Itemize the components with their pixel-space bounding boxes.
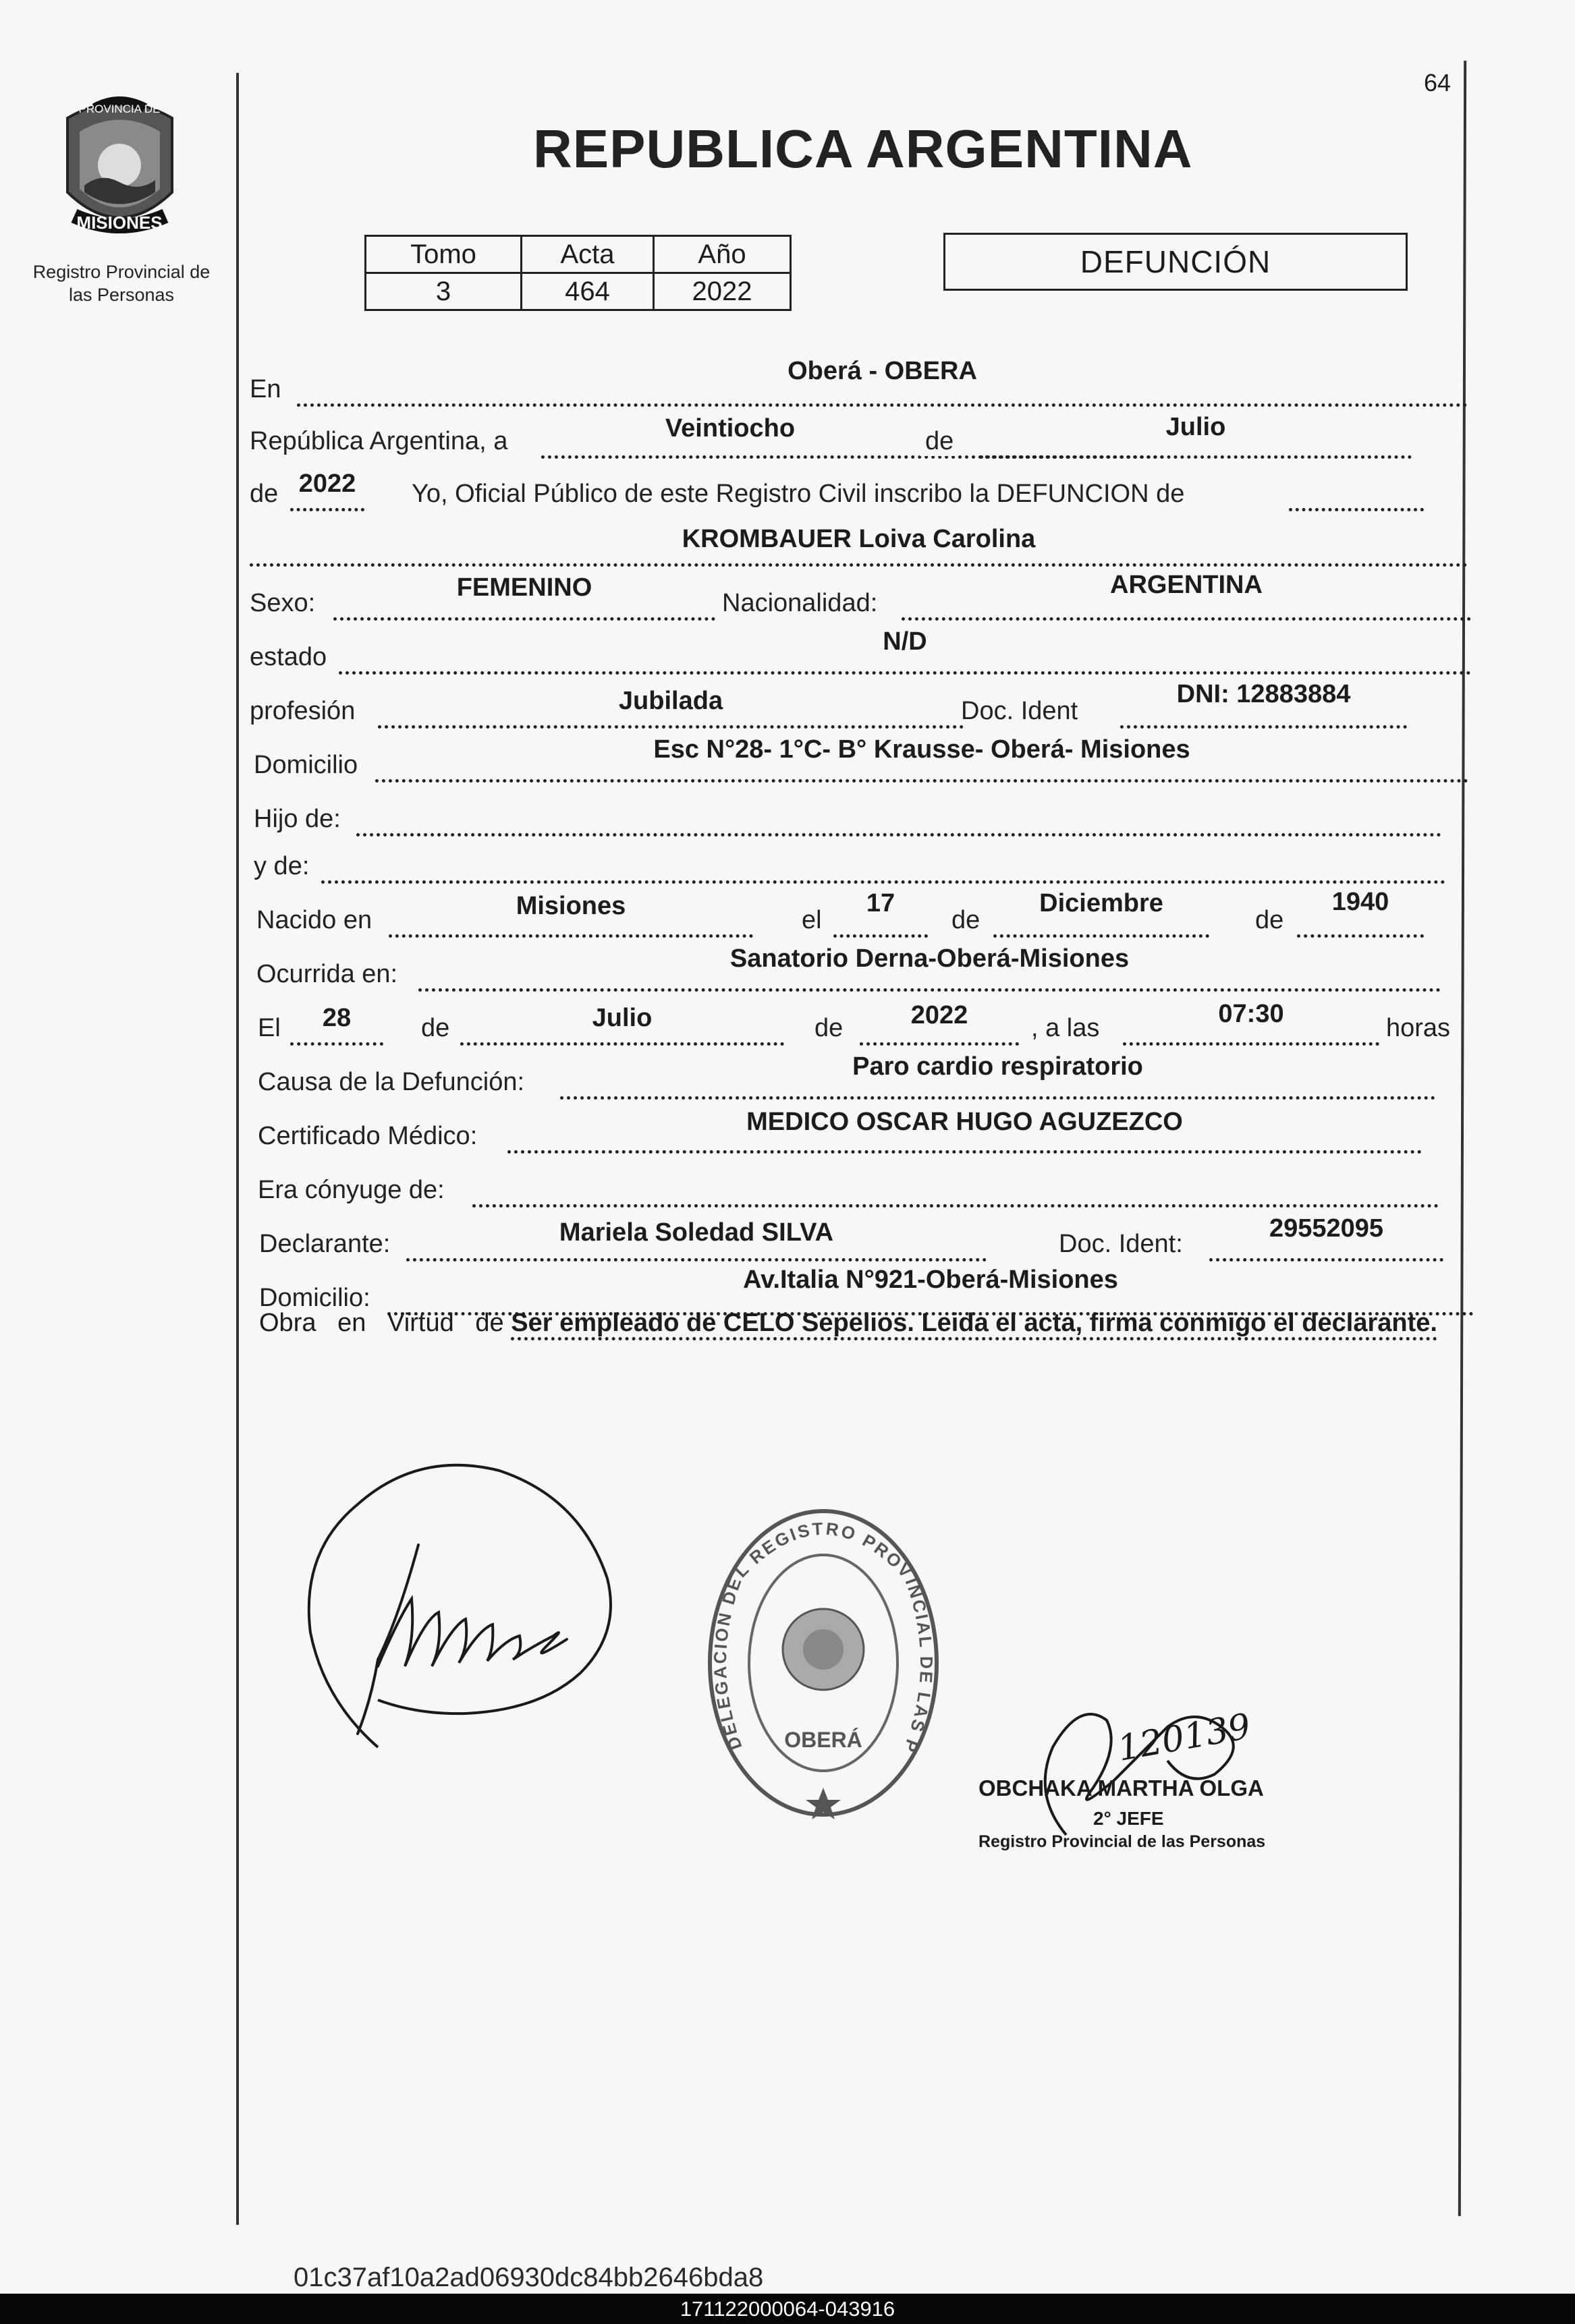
header-acta: Acta: [522, 236, 654, 273]
label-ocurrida-en: Ocurrida en:: [256, 960, 398, 988]
value-dni: DNI: 12883884: [1176, 680, 1351, 708]
document-hash: 01c37af10a2ad06930dc84bb2646bda8: [294, 2263, 764, 2292]
value-causa: Paro cardio respiratorio: [852, 1052, 1143, 1081]
label-republica: República Argentina, a: [250, 427, 508, 455]
label-horas: horas: [1386, 1014, 1451, 1042]
value-estado: N/D: [883, 627, 927, 656]
row-conyuge: [258, 1162, 1439, 1209]
left-margin-line: [236, 73, 239, 2225]
row-anio: [250, 465, 1468, 513]
field-estado: [339, 627, 1471, 675]
label-domicilio: Domicilio: [254, 751, 358, 779]
field-def-dia: [290, 998, 383, 1046]
row-ocurrida-en: [256, 946, 1441, 993]
field-hijo-de: [356, 789, 1441, 837]
row-hijo-de: [254, 791, 1441, 838]
row-nacimiento: [256, 888, 1424, 939]
field-nac-anio: [1297, 890, 1424, 938]
row-causa: [258, 1054, 1435, 1101]
officer-name: OBCHAKA MARTHA OLGA: [978, 1776, 1264, 1801]
value-profesion: Jubilada: [618, 687, 723, 715]
row-fecha-defuncion: [258, 1000, 1459, 1047]
svg-text:MISIONES: MISIONES: [76, 212, 163, 233]
label-a-las: , a las: [1031, 1014, 1100, 1042]
label-de-1: de: [920, 427, 959, 456]
label-profesion: profesión: [250, 697, 356, 725]
row-declarante: [259, 1216, 1443, 1263]
record-table-header-row: [366, 236, 791, 273]
field-declarante: [406, 1214, 987, 1262]
field-def-mes: [460, 998, 784, 1046]
field-mes: [980, 411, 1412, 459]
field-nombre: [250, 519, 1468, 567]
svg-text:PROVINCIA DE: PROVINCIA DE: [78, 103, 161, 115]
label-de-4: de: [1255, 906, 1284, 934]
value-def-anio: 2022: [910, 1001, 968, 1029]
field-dni: [1120, 681, 1407, 729]
issuer-line-1: Registro Provincial de: [32, 262, 211, 282]
value-hora: 07:30: [1218, 1000, 1284, 1028]
label-conyuge: Era cónyuge de:: [258, 1176, 445, 1204]
footer-code: 171122000064-043916: [0, 2294, 1575, 2324]
field-hora: [1123, 998, 1379, 1046]
row-localidad: [250, 357, 1468, 408]
label-declarante: Declarante:: [259, 1230, 391, 1258]
page-title: REPUBLICA ARGENTINA: [533, 119, 1193, 179]
svg-text:120139: 120139: [1114, 1706, 1254, 1769]
header-tomo: Tomo: [366, 236, 522, 273]
label-nacionalidad: Nacionalidad:: [722, 589, 878, 617]
record-table: [364, 235, 792, 311]
row-domicilio: [254, 737, 1468, 784]
value-localidad: Oberá - OBERA: [787, 357, 977, 385]
label-declarante-doc: Doc. Ident:: [1059, 1230, 1183, 1258]
label-el-cap: El: [258, 1014, 281, 1042]
value-nac-mes: Diciembre: [1039, 889, 1163, 917]
row-profesion: [250, 680, 1464, 730]
label-causa: Causa de la Defunción:: [258, 1068, 525, 1096]
officer-org: Registro Provincial de las Personas: [978, 1832, 1266, 1851]
field-nacido-en: [389, 890, 753, 938]
label-obra-de: de: [475, 1309, 504, 1337]
svg-text:DELEGACION DEL REGISTRO PROVIN: DELEGACION DEL REGISTRO PROVINCIAL DE LAS P: [709, 1518, 937, 1757]
label-certificado: Certificado Médico:: [258, 1122, 478, 1150]
field-nacionalidad: [902, 573, 1471, 621]
officer-role: 2° JEFE: [1093, 1808, 1164, 1829]
field-nac-mes: [993, 890, 1209, 938]
row-estado: [250, 629, 1471, 676]
field-declarante-doc: [1209, 1214, 1443, 1262]
field-defuncion-de: [1289, 463, 1424, 511]
value-sexo: FEMENINO: [456, 573, 592, 602]
value-mes: Julio: [1165, 413, 1226, 441]
value-obra-virtud: Ser empleado de CELO Sepelios. Leida el acta, firma conmigo el declarante.: [511, 1309, 1437, 1340]
row-certificado: [258, 1108, 1422, 1155]
label-en: En: [250, 375, 281, 403]
value-nacionalidad: ARGENTINA: [1110, 571, 1263, 599]
page-number: 64: [1424, 69, 1452, 96]
value-dia-letras: Veintiocho: [665, 414, 796, 443]
label-de-2: de: [250, 480, 279, 508]
document-type-box: DEFUNCIÓN: [943, 233, 1408, 291]
value-tomo: 3: [366, 273, 522, 310]
issuer-line-2: las Personas: [68, 285, 175, 305]
label-yo-oficial: Yo, Oficial Público de este Registro Civil inscribo la DEFUNCION de: [412, 480, 1185, 508]
field-causa: [560, 1052, 1435, 1100]
label-el: el: [802, 906, 822, 934]
value-ocurrida-en: Sanatorio Derna-Oberá-Misiones: [729, 944, 1130, 973]
field-conyuge: [472, 1160, 1439, 1208]
label-estado: estado: [250, 643, 327, 671]
label-de-3: de: [951, 906, 980, 934]
value-def-dia: 28: [322, 1004, 352, 1032]
value-domicilio: Esc N°28- 1°C- B° Krausse- Oberá- Misiones: [653, 735, 1190, 764]
field-sexo: [333, 573, 715, 621]
field-y-de: [321, 836, 1445, 884]
value-nac-dia: 17: [866, 889, 895, 917]
value-nac-anio: 1940: [1331, 888, 1389, 916]
field-domicilio: [375, 735, 1468, 783]
value-nombre: KROMBAUER Loiva Carolina: [682, 525, 1036, 553]
value-declarante: Mariela Soledad SILVA: [559, 1218, 834, 1247]
label-hijo-de: Hijo de:: [254, 805, 341, 833]
issuer-caption: [13, 260, 229, 306]
misiones-coat-of-arms-icon: [47, 91, 192, 246]
record-table-value-row: [366, 273, 791, 310]
value-declarante-doc: 29552095: [1269, 1214, 1384, 1243]
row-y-de: [254, 838, 1445, 885]
row-nombre: [250, 521, 1468, 568]
label-sexo: Sexo:: [250, 589, 316, 617]
field-profesion: [378, 681, 964, 729]
label-obra: Obra: [259, 1309, 316, 1337]
declarant-signature: [297, 1444, 621, 1761]
label-obra-en: en: [337, 1309, 366, 1337]
row-fecha: [250, 413, 1468, 460]
label-obra-virtud: Virtud: [387, 1309, 454, 1337]
value-acta: 464: [522, 273, 654, 310]
field-ocurrida-en: [418, 944, 1441, 992]
value-anio: 2022: [298, 470, 356, 498]
label-doc-ident: Doc. Ident: [961, 697, 1078, 725]
obra-en-virtud: [259, 1303, 1474, 1342]
label-y-de: y de:: [254, 852, 310, 880]
field-localidad: [297, 359, 1468, 407]
field-nac-dia: [833, 890, 928, 938]
header-anio: Año: [654, 236, 791, 273]
field-certificado: [507, 1106, 1422, 1154]
label-nacido-en: Nacido en: [256, 906, 372, 934]
label-de-6: de: [814, 1014, 844, 1042]
field-def-anio: [860, 998, 1019, 1046]
value-certificado: MEDICO OSCAR HUGO AGUZEZCO: [746, 1108, 1183, 1136]
value-def-mes: Julio: [592, 1004, 653, 1032]
label-de-5: de: [421, 1014, 450, 1042]
value-declarante-domicilio: Av.Italia N°921-Oberá-Misiones: [743, 1266, 1118, 1294]
value-anio: 2022: [654, 273, 791, 310]
value-nacido-en: Misiones: [516, 892, 626, 920]
svg-text:OBERÁ: OBERÁ: [784, 1728, 862, 1752]
row-sexo-nacionalidad: [250, 571, 1471, 622]
official-seal-icon: [702, 1504, 945, 1821]
label-domicilio-2: Domicilio:: [259, 1284, 370, 1312]
field-anio: [290, 463, 364, 511]
